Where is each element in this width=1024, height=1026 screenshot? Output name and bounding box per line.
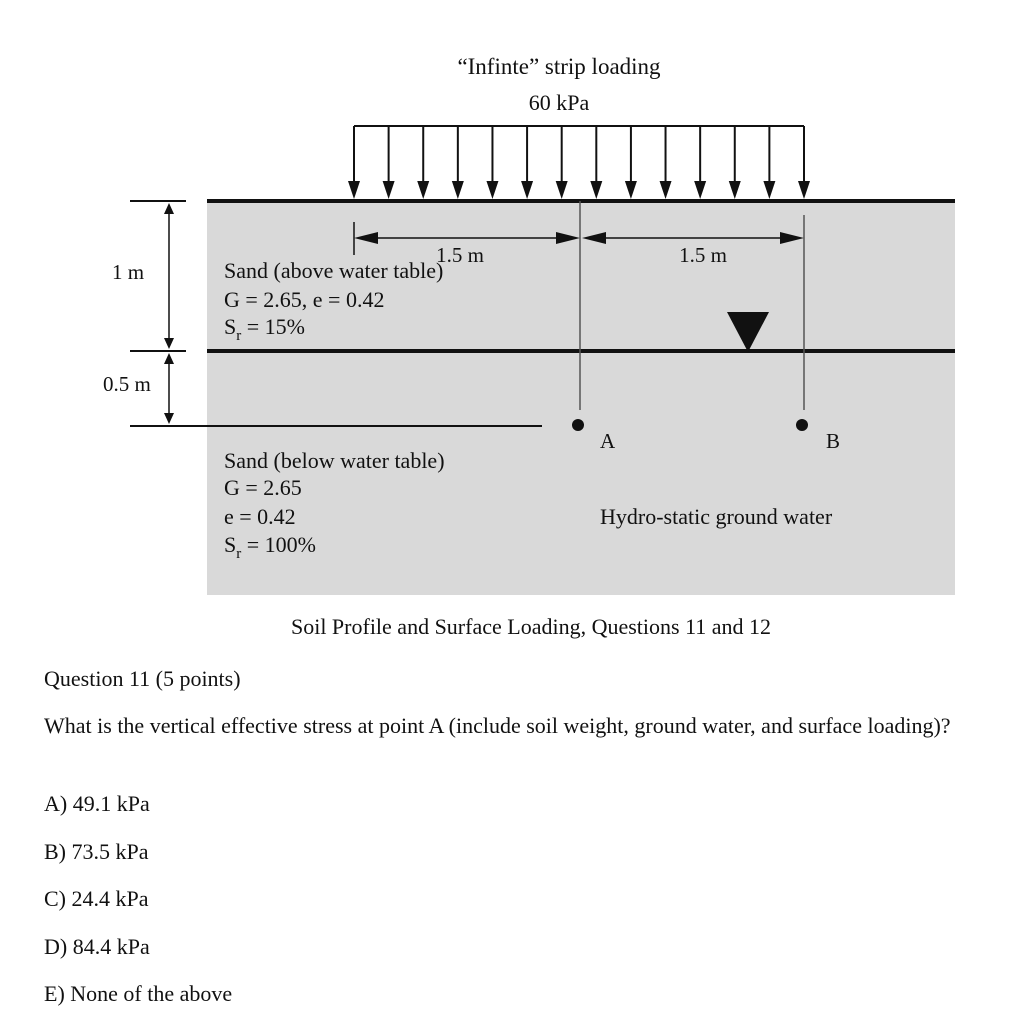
load-arrow-head — [590, 181, 602, 199]
load-value: 60 kPa — [528, 90, 590, 115]
question-prompt: What is the vertical effective stress at point A (include soil weight, ground water, and surface loading)? — [44, 713, 951, 738]
depth-dimension-1m — [164, 203, 174, 349]
load-arrow-head — [383, 181, 395, 199]
load-arrow-head — [763, 181, 775, 199]
question-title: Question 11 (5 points) — [44, 666, 241, 691]
point-b-marker — [796, 419, 808, 431]
upper-layer-name: Sand (above water table) — [224, 258, 444, 283]
load-arrow-head — [556, 181, 568, 199]
load-arrows — [348, 126, 810, 199]
option-e[interactable]: E) None of the above — [44, 981, 233, 1006]
point-a-marker — [572, 419, 584, 431]
option-b[interactable]: B) 73.5 kPa — [44, 839, 149, 864]
water-note: Hydro-static ground water — [600, 504, 833, 529]
dimension-left-label: 1.5 m — [436, 243, 484, 267]
load-arrow-head — [694, 181, 706, 199]
load-title: “Infinte” strip loading — [457, 54, 661, 79]
lower-layer-name: Sand (below water table) — [224, 448, 445, 473]
load-arrow-head — [660, 181, 672, 199]
option-a[interactable]: A) 49.1 kPa — [44, 791, 150, 816]
load-arrow-head — [729, 181, 741, 199]
depth-label-1m: 1 m — [112, 260, 145, 284]
figure-caption: Soil Profile and Surface Loading, Questions 11 and 12 — [290, 614, 772, 639]
depth-label-0-5m: 0.5 m — [103, 372, 151, 396]
lower-layer-e: e = 0.42 — [224, 504, 296, 529]
point-a-label: A — [600, 429, 616, 453]
load-arrow-head — [417, 181, 429, 199]
load-arrow-head — [348, 181, 360, 199]
load-arrow-head — [625, 181, 637, 199]
option-d[interactable]: D) 84.4 kPa — [44, 934, 150, 959]
point-b-label: B — [826, 429, 841, 453]
dimension-right-label: 1.5 m — [679, 243, 727, 267]
depth-dimension-0-5m — [164, 353, 174, 424]
load-arrow-head — [486, 181, 498, 199]
load-arrow-head — [521, 181, 533, 199]
upper-layer-saturation: $S_r = 15\%$ — [224, 314, 305, 344]
load-arrow-head — [452, 181, 464, 199]
upper-layer-props: G = 2.65, e = 0.42 — [224, 287, 385, 312]
lower-layer-saturation: $S_r = 100\%$ — [224, 532, 316, 562]
lower-layer-g: G = 2.65 — [224, 475, 302, 500]
option-c[interactable]: C) 24.4 kPa — [44, 886, 149, 911]
load-arrow-head — [798, 181, 810, 199]
